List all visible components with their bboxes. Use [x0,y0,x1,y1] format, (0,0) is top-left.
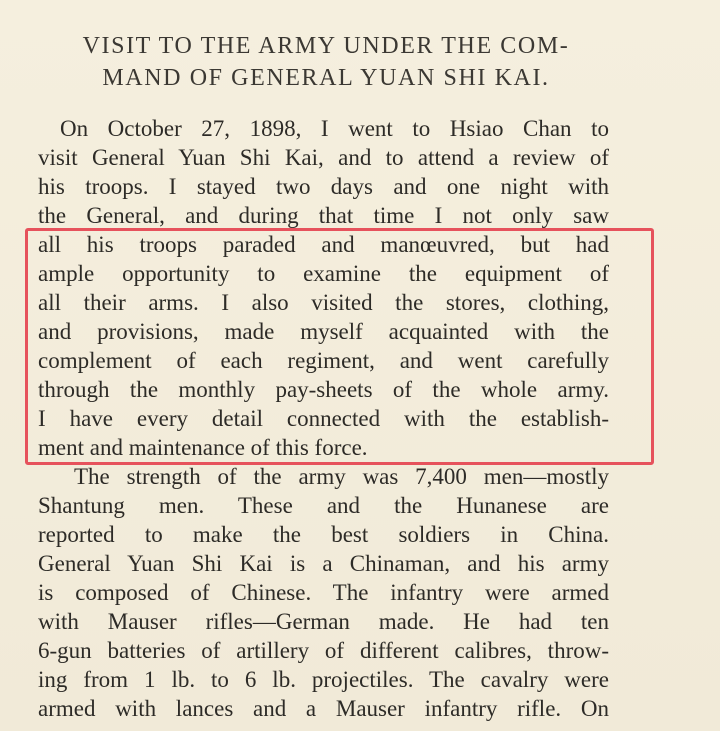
paragraph-line: and provisions, made myself acquainted with the [38,319,609,344]
chapter-heading-line-2: MAND OF GENERAL YUAN SHI KAI. [102,65,550,91]
paragraph-line: General Yuan Shi Kai is a Chinaman, and his army [38,551,609,576]
chapter-heading-line-1: VISIT TO THE ARMY UNDER THE COM- [82,33,570,59]
paragraph-line: is composed of Chinese. The infantry were armed [38,580,609,605]
paragraph-line: ment and maintenance of this force. [38,435,368,460]
paragraph-line: 6-gun batteries of artillery of different calibres, throw- [38,638,609,663]
paragraph-line: Shantung men. These and the Hunanese are [38,493,609,518]
paragraph-line: reported to make the best soldiers in China. [38,522,609,547]
highlight-box [25,228,654,465]
paragraph-line: the General, and during that time I not only saw [38,203,609,228]
paragraph-line: complement of each regiment, and went carefully [38,348,609,373]
paragraph-line: armed with lances and a Mauser infantry rifle. On [38,696,609,721]
paragraph-line: ample opportunity to examine the equipment of [38,261,609,286]
paragraph-line: through the monthly pay-sheets of the whole army. [38,377,609,402]
paragraph-line: all their arms. I also visited the stores, clothing, [38,290,609,315]
paragraph-line: ing from 1 lb. to 6 lb. projectiles. The cavalry were [38,667,609,692]
paragraph-line: On October 27, 1898, I went to Hsiao Chan to [60,116,609,141]
paragraph-line: with Mauser rifles—German made. He had ten [38,609,609,634]
paragraph-line: his troops. I stayed two days and one night with [38,174,609,199]
paragraph-line: I have every detail connected with the establish- [38,406,609,431]
paragraph-line: The strength of the army was 7,400 men—mostly [74,464,609,489]
paragraph-line: all his troops paraded and manœuvred, but had [38,232,609,257]
paragraph-line: visit General Yuan Shi Kai, and to attend a review of [38,145,609,170]
